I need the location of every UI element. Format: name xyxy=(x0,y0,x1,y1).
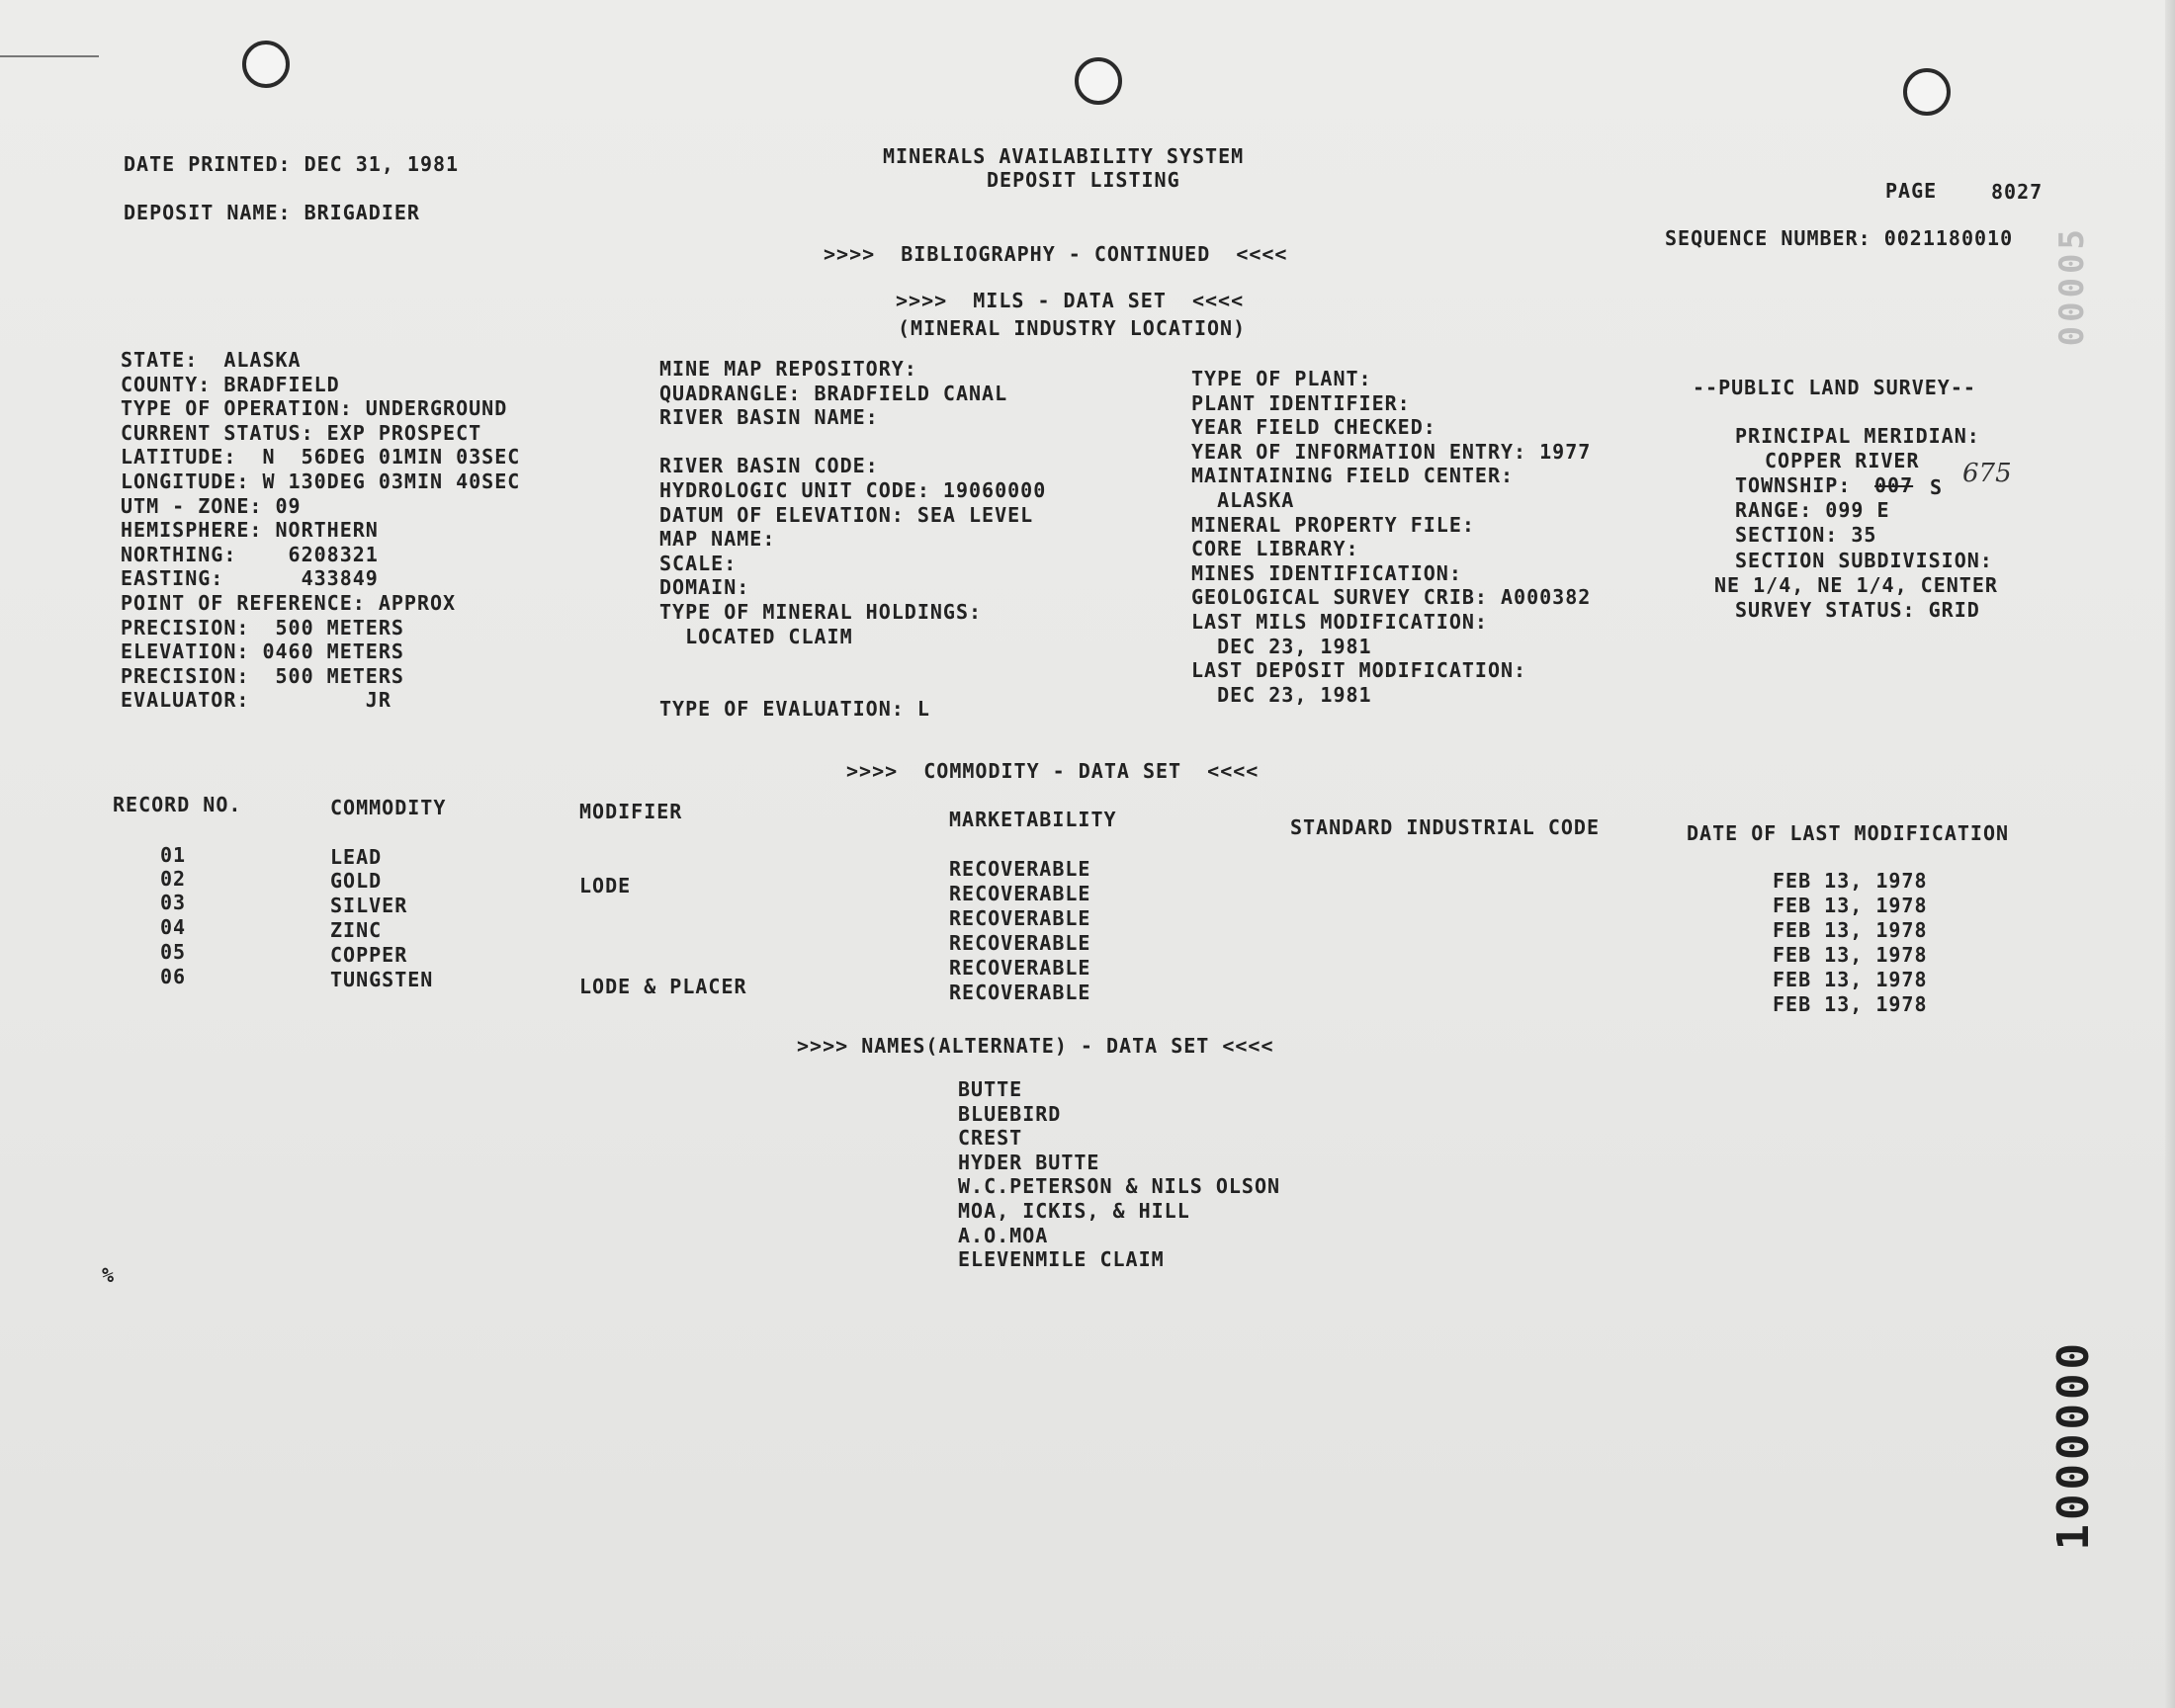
handwritten-township: 675 xyxy=(1962,459,2012,488)
field-line: RIVER BASIN NAME: xyxy=(659,405,879,430)
col-header-sic: STANDARD INDUSTRIAL CODE xyxy=(1290,815,1600,839)
record-number: 02 xyxy=(160,867,187,891)
field-line: MAINTAINING FIELD CENTER: xyxy=(1191,464,1515,488)
field-line: MINE MAP REPOSITORY: xyxy=(659,357,917,381)
commodity-name: COPPER xyxy=(330,943,408,967)
field-line: NORTHING: 6208321 xyxy=(121,542,379,566)
alternate-name: W.C.PETERSON & NILS OLSON xyxy=(958,1174,1281,1199)
alternate-name: MOA, ICKIS, & HILL xyxy=(958,1198,1190,1223)
field-line: SCALE: xyxy=(659,551,738,575)
field-line: LONGITUDE: W 130DEG 03MIN 40SEC xyxy=(121,469,521,493)
commodity-name: TUNGSTEN xyxy=(330,968,434,991)
field-line: DEC 23, 1981 xyxy=(1191,682,1372,707)
principal-meridian-label: PRINCIPAL MERIDIAN: xyxy=(1735,424,1980,448)
field-line: LOCATED CLAIM xyxy=(659,624,853,648)
col-header-commodity: COMMODITY xyxy=(330,796,447,819)
marketability: RECOVERABLE xyxy=(949,857,1091,881)
system-title: MINERALS AVAILABILITY SYSTEM xyxy=(883,144,1245,168)
modifier: LODE & PLACER xyxy=(579,975,747,998)
alternate-names-list xyxy=(958,1077,1280,1272)
field-line: EASTING: 433849 xyxy=(121,566,379,591)
modification-date: FEB 13, 1978 xyxy=(1773,894,1928,917)
field-line: PRECISION: 500 METERS xyxy=(121,615,404,640)
footer-mark: % xyxy=(102,1263,116,1287)
field-line: TYPE OF MINERAL HOLDINGS: xyxy=(659,599,983,624)
page-number: 8027 xyxy=(1991,180,2044,204)
field-line: CURRENT STATUS: EXP PROSPECT xyxy=(121,420,482,445)
alternate-name: ELEVENMILE CLAIM xyxy=(958,1247,1165,1272)
field-line: TYPE OF EVALUATION: L xyxy=(659,697,930,722)
field-line: CORE LIBRARY: xyxy=(1191,537,1359,561)
mils-subheading: (MINERAL INDUSTRY LOCATION) xyxy=(898,316,1247,340)
record-number: 04 xyxy=(160,915,187,939)
field-line: YEAR OF INFORMATION ENTRY: 1977 xyxy=(1191,439,1592,464)
modification-date: FEB 13, 1978 xyxy=(1773,918,1928,942)
commodity-name: SILVER xyxy=(330,894,408,917)
field-line: COUNTY: BRADFIELD xyxy=(121,372,340,396)
township-struck-value: 007 xyxy=(1874,473,1914,497)
page-label: PAGE xyxy=(1885,179,1938,203)
record-number: 03 xyxy=(160,891,187,914)
township-label: TOWNSHIP: xyxy=(1735,473,1852,497)
field-line: DATUM OF ELEVATION: SEA LEVEL xyxy=(659,502,1034,527)
commodity-heading: >>>> COMMODITY - DATA SET <<<< xyxy=(846,759,1260,783)
field-line: STATE: ALASKA xyxy=(121,348,302,372)
punch-hole xyxy=(1903,68,1951,116)
field-line: MAP NAME: xyxy=(659,527,776,552)
marketability: RECOVERABLE xyxy=(949,882,1091,905)
col-header-modifier: MODIFIER xyxy=(579,800,683,823)
field-line: POINT OF REFERENCE: APPROX xyxy=(121,590,457,615)
field-line: DOMAIN: xyxy=(659,575,750,600)
field-line: LAST MILS MODIFICATION: xyxy=(1191,609,1488,634)
land-survey-title: --PUBLIC LAND SURVEY-- xyxy=(1693,376,1976,399)
modification-date: FEB 13, 1978 xyxy=(1773,869,1928,893)
marketability: RECOVERABLE xyxy=(949,931,1091,955)
commodity-name: ZINC xyxy=(330,918,383,942)
modifier: LODE xyxy=(579,874,632,897)
page-edge xyxy=(2165,0,2175,1708)
field-line: MINES IDENTIFICATION: xyxy=(1191,560,1462,585)
mils-heading: >>>> MILS - DATA SET <<<< xyxy=(896,289,1245,312)
field-line xyxy=(659,430,1046,455)
range: RANGE: 099 E xyxy=(1735,498,1890,522)
field-line: RIVER BASIN CODE: xyxy=(659,454,879,478)
record-number: 05 xyxy=(160,940,187,964)
marketability: RECOVERABLE xyxy=(949,981,1091,1004)
modification-date: FEB 13, 1978 xyxy=(1773,943,1928,967)
listing-title: DEPOSIT LISTING xyxy=(987,168,1180,192)
col-header-record: RECORD NO. xyxy=(113,793,242,816)
sequence-number: SEQUENCE NUMBER: 0021180010 xyxy=(1665,226,2014,250)
field-line: HEMISPHERE: NORTHERN xyxy=(121,518,379,543)
field-line: UTM - ZONE: 09 xyxy=(121,493,302,518)
alternate-name: A.O.MOA xyxy=(958,1223,1049,1247)
field-line xyxy=(659,673,1046,698)
frame-number-faint: 00005 xyxy=(2052,225,2092,347)
deposit-name: DEPOSIT NAME: BRIGADIER xyxy=(124,201,420,224)
frame-number: 1000000 xyxy=(2048,1339,2099,1551)
field-line xyxy=(659,648,1046,673)
field-line: TYPE OF OPERATION: UNDERGROUND xyxy=(121,396,508,421)
survey-status: SURVEY STATUS: GRID xyxy=(1735,598,1980,622)
subdivision-label: SECTION SUBDIVISION: xyxy=(1735,549,1993,572)
bibliography-heading: >>>> BIBLIOGRAPHY - CONTINUED <<<< xyxy=(824,242,1288,266)
field-line: PLANT IDENTIFIER: xyxy=(1191,390,1411,415)
marketability: RECOVERABLE xyxy=(949,956,1091,980)
alternate-name: BLUEBIRD xyxy=(958,1101,1062,1126)
field-line: DEC 23, 1981 xyxy=(1191,634,1372,658)
names-heading: >>>> NAMES(ALTERNATE) - DATA SET <<<< xyxy=(797,1034,1274,1058)
section: SECTION: 35 xyxy=(1735,523,1877,547)
date-printed: DATE PRINTED: DEC 31, 1981 xyxy=(124,152,460,176)
field-line: HYDROLOGIC UNIT CODE: 19060000 xyxy=(659,477,1047,502)
record-number: 06 xyxy=(160,965,187,988)
edge-mark xyxy=(0,55,99,57)
principal-meridian-value: COPPER RIVER xyxy=(1765,449,1920,472)
field-line: MINERAL PROPERTY FILE: xyxy=(1191,512,1475,537)
alternate-name: CREST xyxy=(958,1126,1023,1151)
field-line: PRECISION: 500 METERS xyxy=(121,663,404,688)
field-line: GEOLOGICAL SURVEY CRIB: A000382 xyxy=(1191,585,1592,610)
location-column-2 xyxy=(659,357,1046,722)
modification-date: FEB 13, 1978 xyxy=(1773,968,1928,991)
field-line: ELEVATION: 0460 METERS xyxy=(121,640,404,664)
field-line: LATITUDE: N 56DEG 01MIN 03SEC xyxy=(121,445,521,470)
alternate-name: HYDER BUTTE xyxy=(958,1150,1100,1174)
modification-date: FEB 13, 1978 xyxy=(1773,992,1928,1016)
field-line: QUADRANGLE: BRADFIELD CANAL xyxy=(659,381,1008,405)
col-header-marketability: MARKETABILITY xyxy=(949,808,1117,831)
commodity-name: LEAD xyxy=(330,845,383,869)
field-line: YEAR FIELD CHECKED: xyxy=(1191,415,1436,440)
col-header-date: DATE OF LAST MODIFICATION xyxy=(1687,821,2010,845)
field-line: EVALUATOR: JR xyxy=(121,688,392,713)
punch-hole xyxy=(1075,57,1122,105)
punch-hole xyxy=(242,41,290,88)
alternate-name: BUTTE xyxy=(958,1077,1023,1101)
township-suffix: S xyxy=(1930,475,1944,499)
location-column-3 xyxy=(1191,367,1591,707)
subdivision-value: NE 1/4, NE 1/4, CENTER xyxy=(1714,573,1998,597)
marketability: RECOVERABLE xyxy=(949,906,1091,930)
location-column-1 xyxy=(121,348,520,713)
commodity-name: GOLD xyxy=(330,869,383,893)
field-line: LAST DEPOSIT MODIFICATION: xyxy=(1191,658,1527,683)
record-number: 01 xyxy=(160,843,187,867)
field-line: TYPE OF PLANT: xyxy=(1191,367,1372,390)
field-line: ALASKA xyxy=(1191,487,1295,512)
